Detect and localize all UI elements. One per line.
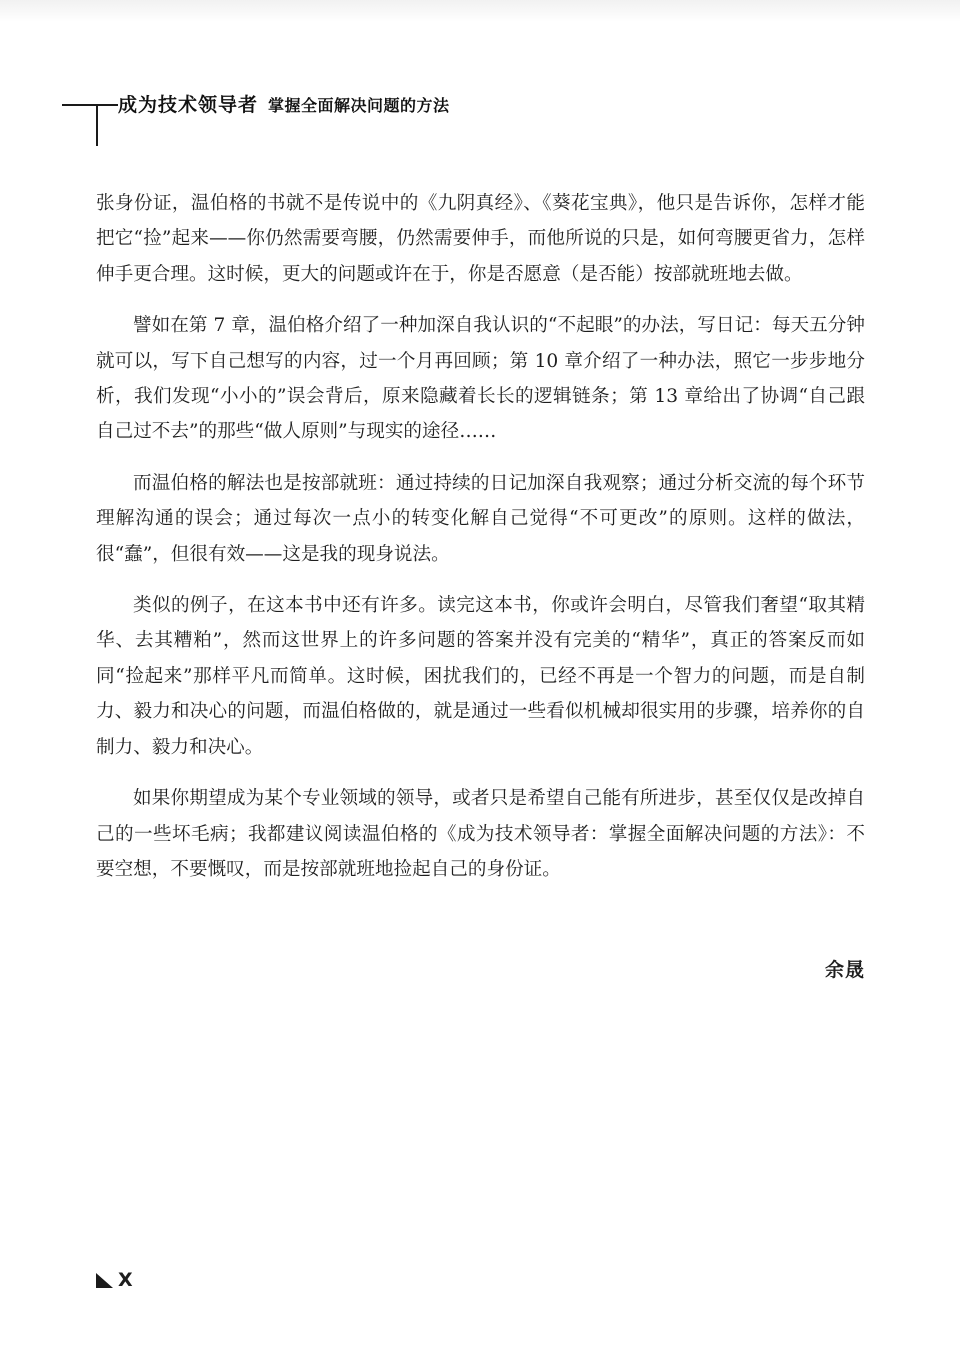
paragraph: 如果你期望成为某个专业领域的领导，或者只是希望自己能有所进步，甚至仅仅是改掉自己的一些坏毛病；我都建议阅读温伯格的《成为技术领导者：掌握全面解决问题的方法》：不要空想，不要慨叹，而是按部就班地捡起自己的身份证。 [96,788,865,880]
body-text [96,186,865,903]
corner-triangle-icon [96,1273,113,1288]
scan-top-shade [0,0,960,22]
book-title: 成为技术领导者 [118,94,259,116]
author-signature: 余晟 [824,959,865,981]
paragraph-continued: 张身份证，温伯格的书就不是传说中的《九阴真经》、《葵花宝典》，他只是告诉你，怎样才能把它“捡”起来——你仍然需要弯腰，仍然需要伸手，而他所说的只是，如何弯腰更省力，怎样伸手更合理。这时候，更大的问题或许在于，你是否愿意（是否能）按部就班地去做。 [96,193,865,285]
running-header [118,93,458,118]
page-number: X [118,1269,133,1291]
book-subtitle: 掌握全面解决问题的方法 [268,96,450,115]
page-footer [96,1268,133,1292]
paragraph: 譬如在第 7 章，温伯格介绍了一种加深自我认识的“不起眼”的办法，写日记：每天五分钟就可以，写下自己想写的内容，过一个月再回顾；第 10 章介绍了一种办法，照它一步步地分析，我们发现“小小的”误会背后，原来隐藏着长长的逻辑链条；第 13 章给出了协调“自己跟自己过不去”的那些“做人原则”与现实的途径…… [96,315,865,443]
paragraph: 而温伯格的解法也是按部就班：通过持续的日记加深自我观察；通过分析交流的每个环节理解沟通的误会；通过每次一点小的转变化解自己觉得“不可更改”的原则。这样的做法，很“蠢”，但很有效——这是我的现身说法。 [96,472,865,565]
paragraph: 类似的例子，在这本书中还有许多。读完这本书，你或许会明白，尽管我们奢望“取其精华、去其糟粕”，然而这世界上的许多问题的答案并没有完美的“精华”，真正的答案反而如同“捡起来”那样平凡而简单。这时候，困扰我们的，已经不再是一个智力的问题，而是自制力、毅力和决心的问题，而温伯格做的，就是通过一些看似机械却很实用的步骤，培养你的自制力、毅力和决心。 [96,595,865,758]
header-rule-vertical [96,104,98,146]
